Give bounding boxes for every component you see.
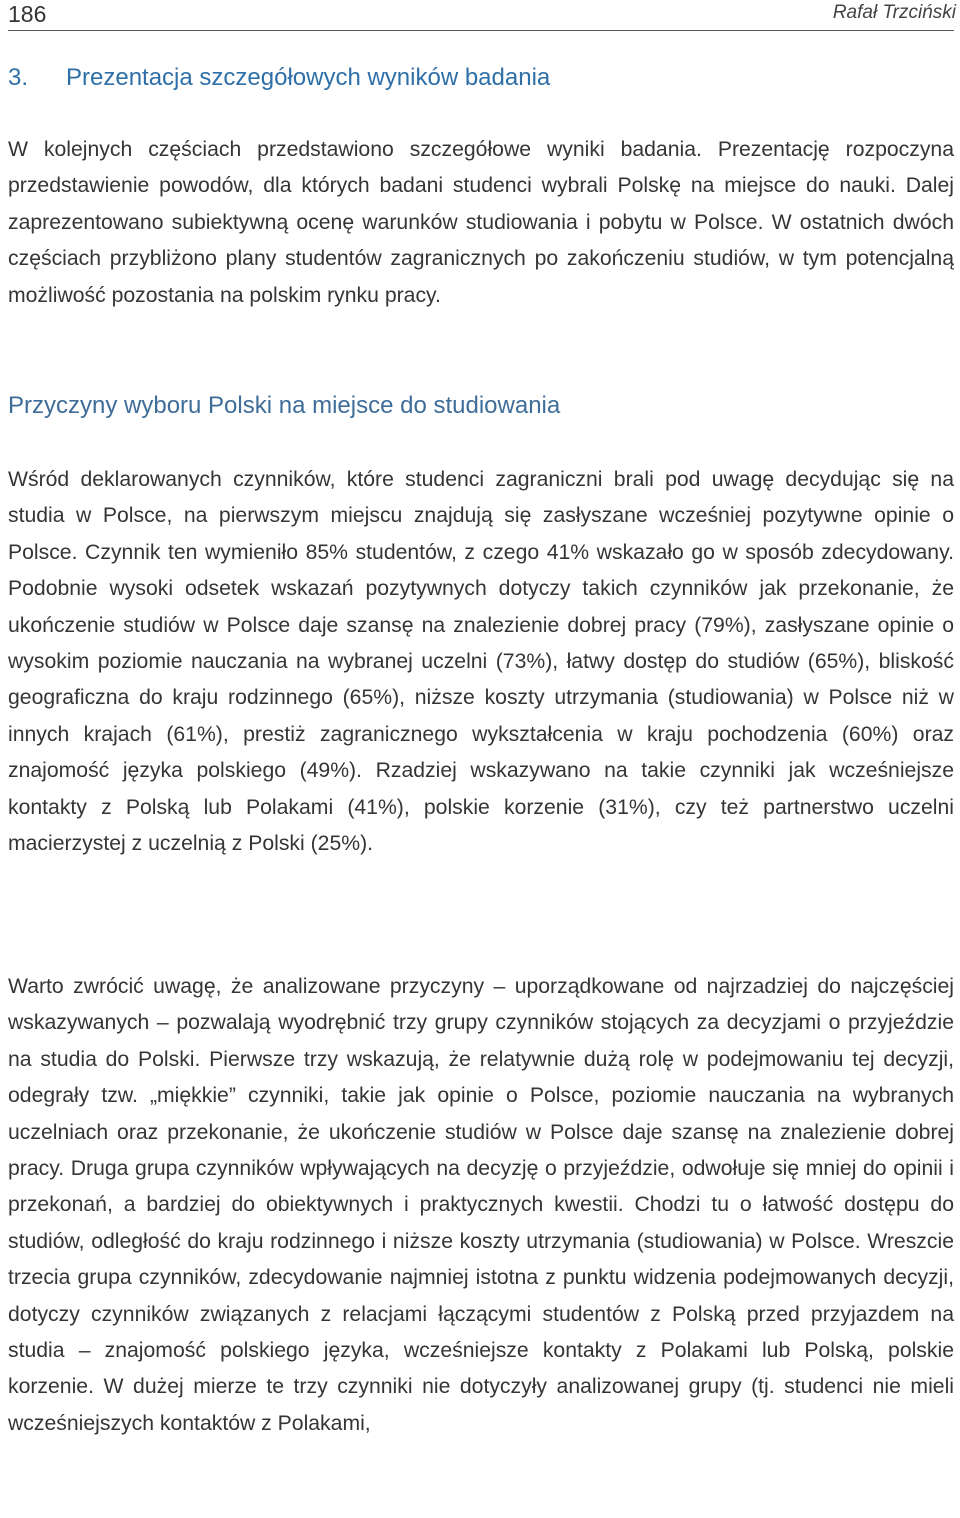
body-paragraph: Warto zwrócić uwagę, że analizowane przyczyny – uporządkowane od najrzadziej do najczęściej wskazywanych – pozwalają wyodrębnić trzy grupy czynników stojących za decyzjami o przyjeździe na studia do Polski. Pierwsze trzy wskazują, że relatywnie dużą rolę w podejmowaniu tej decyzji, odegrały tzw. „miękkie” czynniki, takie jak opinie o Polsce, poziomie nauczania na wybranych uczelniach oraz przekonanie, że ukończenie studiów w Polsce daje szansę na znalezienie dobrej pracy. Druga grupa czynników wpływających na decyzję o przyjeździe, odwołuje się mniej do opinii i przekonań, a bardziej do obiektywnych i praktycznych kwestii. Chodzi tu o łatwość dostępu do studiów, odległość do kraju rodzinnego i niższe koszty utrzymania (studiowania) w Polsce. Wreszcie trzecia grupa czynników, zdecydowanie najmniej istotna z punktu widzenia podejmowanych decyzji, dotyczy czynników związanych z relacjami łączącymi studentów z Polską przed przyjazdem na studia – znajomość polskiego języka, wcześniejsze kontakty z Polakami lub Polską, polskie korzenie. W dużej mierze te trzy czynniki nie dotyczyły analizowanej grupy (tj. studenci nie mieli wcześniejszych kontaktów z Polakami, — [8, 975, 954, 1435]
intro-paragraph: W kolejnych częściach przedstawiono szczegółowe wyniki badania. Prezentację rozpoczyna przedstawienie powodów, dla których badani studenci wybrali Polskę na miejsce do nauki. Dalej zaprezentowano subiektywną ocenę warunków studiowania i pobytu w Polsce. W ostatnich dwóch częściach przybliżono plany studentów zagranicznych po zakończeniu studiów, w tym potencjalną możliwość pozostania na polskim rynku pracy. — [8, 138, 954, 307]
section-number: 3. — [8, 64, 29, 91]
page-header — [8, 0, 954, 31]
document-page — [8, 0, 956, 1435]
body-paragraph: Wśród deklarowanych czynników, które studenci zagraniczni brali pod uwagę decydując się na studia w Polsce, na pierwszym miejscu znajdują się zasłyszane wcześniej pozytywne opinie o Polsce. Czynnik ten wymieniło 85% studentów, z czego 41% wskazało go w sposób zdecydowany. Podobnie wysoki odsetek wskazań pozytywnych dotyczy takich czynników jak przekonanie, że ukończenie studiów w Polsce daje szansę na znalezienie dobrej pracy (79%), zasłyszane opinie o wysokim poziomie nauczania na wybranej uczelni (73%), łatwy dostęp do studiów (65%), bliskość geograficzna do kraju rodzinnego (65%), niższe koszty utrzymania (studiowania) w Polsce niż w innych krajach (61%), prestiż zagranicznego wykształcenia w kraju pochodzenia (60%) oraz znajomość języka polskiego (49%). Rzadziej wskazywano na takie czynniki jak wcześniejsze kontakty z Polską lub Polakami (41%), polskie korzenie (31%), czy też partnerstwo uczelni macierzystej z uczelnią z Polski (25%). — [8, 468, 954, 856]
subsection-heading: Przyczyny wyboru Polski na miejsce do studiowania — [8, 392, 561, 419]
running-author: Rafał Trzciński — [832, 2, 956, 23]
section-heading — [8, 64, 550, 92]
section-title: Prezentacja szczegółowych wyników badania — [66, 64, 551, 91]
page-number: 186 — [8, 1, 47, 27]
